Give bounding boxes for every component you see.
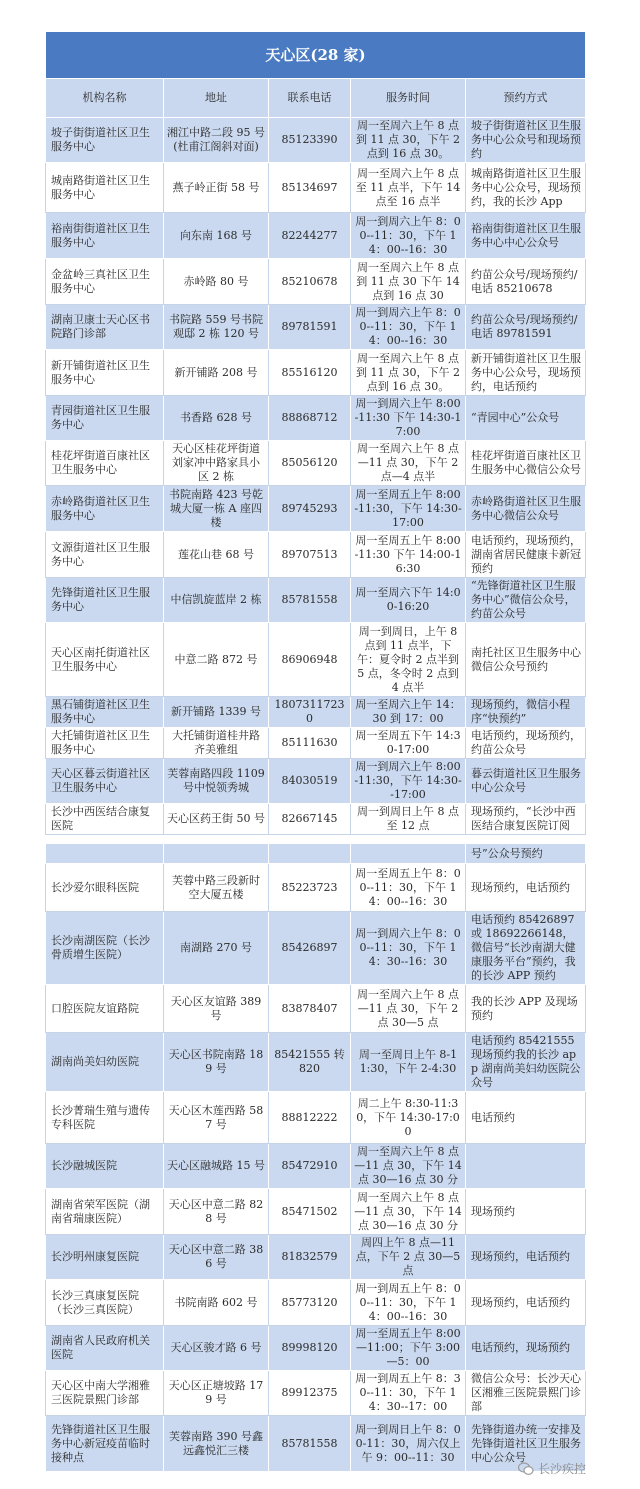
cell-address: 天心区书院南路 189 号 bbox=[164, 1033, 269, 1092]
table-row bbox=[46, 844, 586, 864]
cell-hours bbox=[351, 844, 466, 864]
cell-hours: 周一到周日，上午 8 点到 11 点半，下午：夏令时 2 点半到 5 点，冬令时 2 点到 4 点半 bbox=[351, 623, 466, 697]
cell-hours: 周一到周六上午 8：00--11：30，下午 14：00--16：30 bbox=[351, 213, 466, 259]
header-address: 地址 bbox=[164, 79, 269, 118]
header-hours: 服务时间 bbox=[351, 79, 466, 118]
cell-name: 长沙菁瑞生殖与遗传专科医院 bbox=[46, 1092, 164, 1144]
cell-address: 莲花山巷 68 号 bbox=[164, 532, 269, 578]
table-part-1 bbox=[45, 31, 585, 835]
cell-name: 湖南省荣军医院（湖南省瑞康医院） bbox=[46, 1189, 164, 1235]
table-row bbox=[46, 1371, 586, 1416]
cell-hours: 周一至周六上午 8 点—11 点 30，下午 2 点—4 点半 bbox=[351, 441, 466, 486]
cell-booking: 现场预约，“长沙中西医结合康复医院订阅 bbox=[466, 804, 586, 835]
cell-name: 长沙南湖医院（长沙骨质增生医院） bbox=[46, 912, 164, 985]
cell-phone: 18073117230 bbox=[269, 697, 351, 728]
cell-booking: 电话预约，现场预约 bbox=[466, 1326, 586, 1371]
cell-hours: 周一到周六上午 8：00--11：30，下午 14：00--16：30 bbox=[351, 305, 466, 350]
table-row bbox=[46, 1033, 586, 1092]
wechat-icon bbox=[518, 1462, 534, 1476]
cell-address: 南湖路 270 号 bbox=[164, 912, 269, 985]
cell-phone: 85516120 bbox=[269, 350, 351, 396]
cell-address: 赤岭路 80 号 bbox=[164, 259, 269, 305]
clinic-table-2 bbox=[45, 843, 586, 1472]
cell-booking: 我的长沙 APP 及现场预约 bbox=[466, 985, 586, 1033]
cell-name: 新开铺街道社区卫生服务中心 bbox=[46, 350, 164, 396]
table-row bbox=[46, 759, 586, 804]
table-part-2 bbox=[45, 843, 585, 1472]
clinic-table-1 bbox=[45, 31, 586, 835]
cell-name: 城南路街道社区卫生服务中心 bbox=[46, 163, 164, 213]
cell-address: 燕子岭正街 58 号 bbox=[164, 163, 269, 213]
cell-phone: 85781558 bbox=[269, 578, 351, 623]
cell-address: 芙蓉南路四段 1109 号中悦领秀城 bbox=[164, 759, 269, 804]
cell-hours: 周一到周五上午 8：00--11：30，下午 14：00--16：30 bbox=[351, 1280, 466, 1326]
cell-booking: 裕南街街道社区卫生服务中心中心公众号 bbox=[466, 213, 586, 259]
cell-booking: 电话预约 85421555 现场预约我的长沙 app 湖南尚美妇幼医院公众号 bbox=[466, 1033, 586, 1092]
cell-booking: “青园中心”公众号 bbox=[466, 396, 586, 441]
table-row bbox=[46, 1280, 586, 1326]
cell-booking: 电话预约，现场预约，湖南省居民健康卡新冠预约 bbox=[466, 532, 586, 578]
cell-address: 芙蓉中路三段新时空大厦五楼 bbox=[164, 864, 269, 912]
source-watermark bbox=[518, 1460, 586, 1477]
header-name: 机构名称 bbox=[46, 79, 164, 118]
cell-address: 天心区友谊路 389 号 bbox=[164, 985, 269, 1033]
cell-phone: 85471502 bbox=[269, 1189, 351, 1235]
cell-hours: 周一至周六上午 14：30 到 17：00 bbox=[351, 697, 466, 728]
cell-name: 桂花坪街道百康社区卫生服务中心 bbox=[46, 441, 164, 486]
table-row bbox=[46, 1235, 586, 1280]
cell-phone: 81832579 bbox=[269, 1235, 351, 1280]
cell-booking: 先锋街道办统一安排及先锋街道社区卫生服务中心公众号 bbox=[466, 1416, 586, 1472]
cell-address: 天心区药王街 50 号 bbox=[164, 804, 269, 835]
cell-address: 天心区木莲西路 587 号 bbox=[164, 1092, 269, 1144]
table-row bbox=[46, 1144, 586, 1189]
cell-booking: 现场预约，微信小程序“快预约” bbox=[466, 697, 586, 728]
cell-name: 大托铺街道社区卫生服务中心 bbox=[46, 728, 164, 759]
cell-booking: 赤岭路街道社区卫生服务中心微信公众号 bbox=[466, 486, 586, 532]
cell-address: 天心区骏才路 6 号 bbox=[164, 1326, 269, 1371]
cell-name: 天心区南托街道社区卫生服务中心 bbox=[46, 623, 164, 697]
cell-booking: 约苗公众号/现场预约/电话 85210678 bbox=[466, 259, 586, 305]
cell-phone: 84030519 bbox=[269, 759, 351, 804]
cell-booking: 约苗公众号/现场预约/电话 89781591 bbox=[466, 305, 586, 350]
cell-name: 湖南省人民政府机关医院 bbox=[46, 1326, 164, 1371]
cell-booking: 新开铺街道社区卫生服务中心公众号，现场预约，电话预约 bbox=[466, 350, 586, 396]
cell-booking: 桂花坪街道百康社区卫生服务中心微信公众号 bbox=[466, 441, 586, 486]
cell-phone: 85472910 bbox=[269, 1144, 351, 1189]
table-row bbox=[46, 1092, 586, 1144]
cell-name: 长沙融城医院 bbox=[46, 1144, 164, 1189]
cell-phone: 85781558 bbox=[269, 1416, 351, 1472]
cell-name: 文源街道社区卫生服务中心 bbox=[46, 532, 164, 578]
cell-booking: 现场预约，电话预约 bbox=[466, 864, 586, 912]
table-row bbox=[46, 1189, 586, 1235]
cell-phone: 83878407 bbox=[269, 985, 351, 1033]
cell-phone: 89912375 bbox=[269, 1371, 351, 1416]
cell-phone: 89745293 bbox=[269, 486, 351, 532]
cell-hours: 周一至周六下午 14:00-16:20 bbox=[351, 578, 466, 623]
cell-address: 书院南路 602 号 bbox=[164, 1280, 269, 1326]
cell-hours: 周二上午 8:30-11:30，下午 14:30-17:00 bbox=[351, 1092, 466, 1144]
table-row bbox=[46, 1416, 586, 1472]
table-row bbox=[46, 864, 586, 912]
cell-booking: 电话预约 bbox=[466, 1092, 586, 1144]
cell-hours: 周一至周五下午 14:30-17:00 bbox=[351, 728, 466, 759]
header-phone: 联系电话 bbox=[269, 79, 351, 118]
cell-phone: 85773120 bbox=[269, 1280, 351, 1326]
cell-name: 长沙明州康复医院 bbox=[46, 1235, 164, 1280]
cell-phone: 85111630 bbox=[269, 728, 351, 759]
cell-address: 芙蓉南路 390 号鑫远鑫悦汇三楼 bbox=[164, 1416, 269, 1472]
cell-hours: 周一到周五上午 8：30--11：30，下午 14：30--17：00 bbox=[351, 1371, 466, 1416]
cell-name: 金盆岭三真社区卫生服务中心 bbox=[46, 259, 164, 305]
cell-name: 湖南卫康士天心区书院路门诊部 bbox=[46, 305, 164, 350]
table-row bbox=[46, 163, 586, 213]
table-row bbox=[46, 728, 586, 759]
cell-hours: 周一到周六上午 8:00-11:30 下午 14:30-17:00 bbox=[351, 396, 466, 441]
table-row bbox=[46, 441, 586, 486]
cell-hours: 周一至周六上午 8 点—11 点 30，下午 14 点 30—16 点 30 分 bbox=[351, 1189, 466, 1235]
cell-address: 中信凯旋蓝岸 2 栋 bbox=[164, 578, 269, 623]
table-header bbox=[46, 79, 586, 118]
table-row bbox=[46, 305, 586, 350]
cell-phone: 86906948 bbox=[269, 623, 351, 697]
cell-hours: 周一至周六上午 8 点—11 点 30，下午 2 点 30—5 点 bbox=[351, 985, 466, 1033]
cell-name: 坡子街街道社区卫生服务中心 bbox=[46, 118, 164, 163]
cell-booking: 号”公众号预约 bbox=[466, 844, 586, 864]
cell-phone bbox=[269, 844, 351, 864]
cell-booking: “先锋街道社区卫生服务中心”微信公众号，约苗公众号 bbox=[466, 578, 586, 623]
cell-address: 书院南路 423 号乾城大厦一栋 A 座四楼 bbox=[164, 486, 269, 532]
cell-address: 书院路 559 号书院观邸 2 栋 120 号 bbox=[164, 305, 269, 350]
cell-name: 长沙中西医结合康复医院 bbox=[46, 804, 164, 835]
table-row bbox=[46, 118, 586, 163]
cell-hours: 周一至周六上午 8 点到 11 点 30 下午 14 点到 16 点 30 bbox=[351, 259, 466, 305]
cell-address: 天心区正塘坡路 179 号 bbox=[164, 1371, 269, 1416]
cell-hours: 周四上午 8 点—11 点，下午 2 点 30—5 点 bbox=[351, 1235, 466, 1280]
cell-phone: 89998120 bbox=[269, 1326, 351, 1371]
cell-phone: 85134697 bbox=[269, 163, 351, 213]
cell-name: 湖南尚美妇幼医院 bbox=[46, 1033, 164, 1092]
cell-hours: 周一至周六上午 8 点—11 点 30，下午 14 点 30—16 点 30 分 bbox=[351, 1144, 466, 1189]
watermark-text: 长沙疾控 bbox=[538, 1462, 587, 1476]
cell-booking: 电话预约 85426897 或 18692266148，微信号“长沙南湖大健康服务平台”预约，我的长沙 APP 预约 bbox=[466, 912, 586, 985]
table-row bbox=[46, 259, 586, 305]
cell-address: 中意二路 872 号 bbox=[164, 623, 269, 697]
table-row bbox=[46, 697, 586, 728]
cell-booking: 现场预约 bbox=[466, 1189, 586, 1235]
cell-phone: 88868712 bbox=[269, 396, 351, 441]
cell-phone: 85056120 bbox=[269, 441, 351, 486]
cell-hours: 周一到周六上午 8:00-11:30，下午 14:30--17:00 bbox=[351, 759, 466, 804]
cell-hours: 周一至周日上午 8-11:30，下午 2-4:30 bbox=[351, 1033, 466, 1092]
cell-phone: 85421555 转 820 bbox=[269, 1033, 351, 1092]
cell-phone: 88812222 bbox=[269, 1092, 351, 1144]
cell-hours: 周一至周五上午 8：00--11：30，下午 14：00--16：30 bbox=[351, 864, 466, 912]
cell-booking: 现场预约，电话预约 bbox=[466, 1280, 586, 1326]
cell-phone: 89781591 bbox=[269, 305, 351, 350]
cell-hours: 周一到周六上午 8：00--11：30，下午 14：30--16：30 bbox=[351, 912, 466, 985]
table-row bbox=[46, 396, 586, 441]
cell-hours: 周一至周六上午 8 点到 11 点 30，下午 2 点到 16 点 30。 bbox=[351, 350, 466, 396]
table-row bbox=[46, 213, 586, 259]
table-row bbox=[46, 486, 586, 532]
table-row bbox=[46, 350, 586, 396]
cell-phone: 85210678 bbox=[269, 259, 351, 305]
table-row bbox=[46, 912, 586, 985]
cell-phone: 85123390 bbox=[269, 118, 351, 163]
table-row bbox=[46, 985, 586, 1033]
cell-address: 天心区桂花坪街道刘家冲中路家具小区 2 栋 bbox=[164, 441, 269, 486]
table-row bbox=[46, 623, 586, 697]
cell-booking bbox=[466, 1144, 586, 1189]
table-row bbox=[46, 804, 586, 835]
cell-booking: 电话预约，现场预约，约苗公众号 bbox=[466, 728, 586, 759]
cell-address: 新开铺路 208 号 bbox=[164, 350, 269, 396]
cell-hours: 周一到周日上午 8：00-11：30，周六仅上午 9：00--11：30 bbox=[351, 1416, 466, 1472]
cell-hours: 周一至周五上午 8:00—11:00；下午 3:00—5：00 bbox=[351, 1326, 466, 1371]
cell-name: 赤岭路街道社区卫生服务中心 bbox=[46, 486, 164, 532]
cell-hours: 周一至周六上午 8 点至 11 点半，下午 14 点至 16 点半 bbox=[351, 163, 466, 213]
cell-name: 青园街道社区卫生服务中心 bbox=[46, 396, 164, 441]
cell-hours: 周一到周日上午 8 点至 12 点 bbox=[351, 804, 466, 835]
cell-phone: 82667145 bbox=[269, 804, 351, 835]
table-row bbox=[46, 1326, 586, 1371]
cell-booking: 坡子街街道社区卫生服务中心公众号和现场预约 bbox=[466, 118, 586, 163]
table-title: 天心区(28 家) bbox=[46, 32, 586, 79]
cell-hours: 周一至周六上午 8 点到 11 点 30，下午 2 点到 16 点 30。 bbox=[351, 118, 466, 163]
cell-booking: 城南路街道社区卫生服务中心公众号，现场预约，我的长沙 App bbox=[466, 163, 586, 213]
cell-booking: 现场预约，电话预约 bbox=[466, 1235, 586, 1280]
cell-name: 黑石铺街道社区卫生服务中心 bbox=[46, 697, 164, 728]
cell-phone: 85223723 bbox=[269, 864, 351, 912]
cell-name: 长沙爱尔眼科医院 bbox=[46, 864, 164, 912]
cell-address bbox=[164, 844, 269, 864]
cell-address: 天心区融城路 15 号 bbox=[164, 1144, 269, 1189]
cell-booking: 微信公众号：长沙天心区湘雅三医院景熙门诊部 bbox=[466, 1371, 586, 1416]
cell-name: 天心区暮云街道社区卫生服务中心 bbox=[46, 759, 164, 804]
cell-address: 向东南 168 号 bbox=[164, 213, 269, 259]
table-row bbox=[46, 578, 586, 623]
cell-name: 先锋街道社区卫生服务中心新冠疫苗临时接种点 bbox=[46, 1416, 164, 1472]
cell-name: 天心区中南大学湘雅三医院景熙门诊部 bbox=[46, 1371, 164, 1416]
cell-name: 口腔医院友谊路院 bbox=[46, 985, 164, 1033]
header-booking: 预约方式 bbox=[466, 79, 586, 118]
cell-address: 新开铺路 1339 号 bbox=[164, 697, 269, 728]
cell-address: 大托铺街道桂井路齐美雅组 bbox=[164, 728, 269, 759]
cell-booking: 南托社区卫生服务中心微信公众号预约 bbox=[466, 623, 586, 697]
cell-name bbox=[46, 844, 164, 864]
cell-address: 天心区中意二路 828 号 bbox=[164, 1189, 269, 1235]
cell-hours: 周一至周五上午 8:00-11:30 下午 14:00-16:30 bbox=[351, 532, 466, 578]
cell-booking: 暮云街道社区卫生服务中心公众号 bbox=[466, 759, 586, 804]
cell-phone: 85426897 bbox=[269, 912, 351, 985]
cell-name: 先锋街道社区卫生服务中心 bbox=[46, 578, 164, 623]
cell-phone: 82244277 bbox=[269, 213, 351, 259]
cell-address: 天心区中意二路 386 号 bbox=[164, 1235, 269, 1280]
cell-hours: 周一至周五上午 8:00-11:30，下午 14:30-17:00 bbox=[351, 486, 466, 532]
cell-address: 湘江中路二段 95 号(杜甫江阁斜对面) bbox=[164, 118, 269, 163]
cell-phone: 89707513 bbox=[269, 532, 351, 578]
cell-name: 长沙三真康复医院（长沙三真医院） bbox=[46, 1280, 164, 1326]
cell-address: 书香路 628 号 bbox=[164, 396, 269, 441]
table-row bbox=[46, 532, 586, 578]
cell-name: 裕南街街道社区卫生服务中心 bbox=[46, 213, 164, 259]
